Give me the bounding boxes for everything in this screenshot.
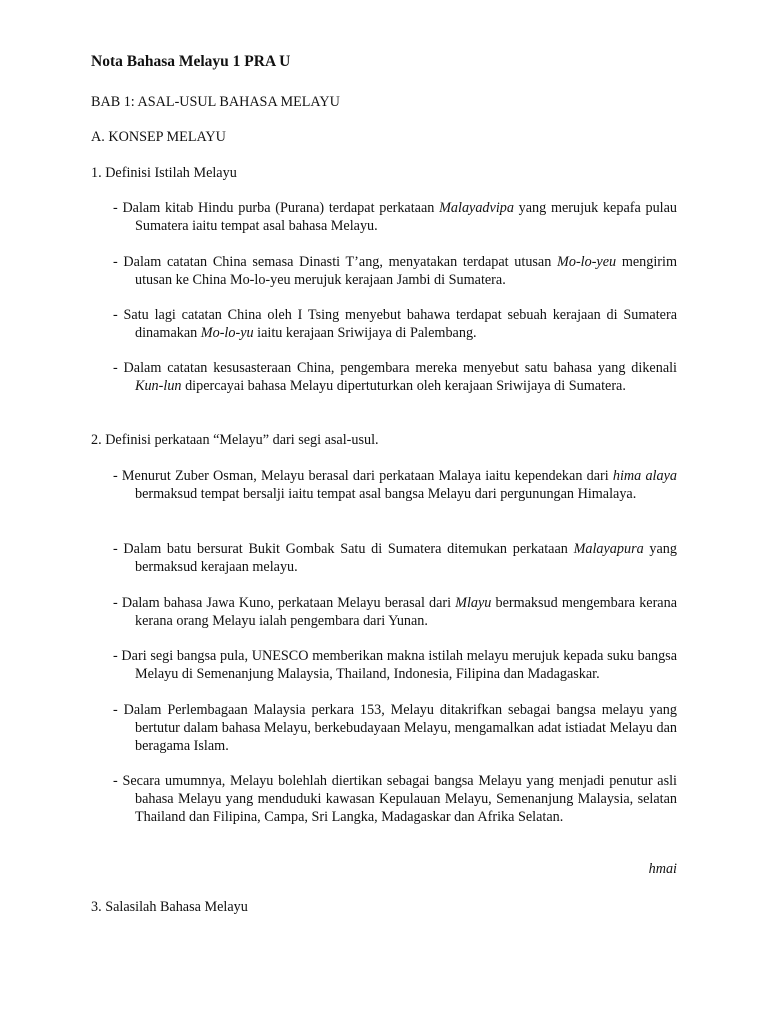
section-heading: A. KONSEP MELAYU (91, 129, 226, 145)
list-item: - Dalam Perlembagaan Malaysia perkara 153, Melayu ditakrifkan sebagai bangsa melayu yang bertutur dalam bahasa Melayu, berkebudayaan Melayu, mengamalkan adat istiadat Melayu dan beragama Islam. (113, 702, 677, 754)
subsection-heading-2: 2. Definisi perkataan “Melayu” dari segi asal-usul. (91, 432, 379, 448)
list-item: - Menurut Zuber Osman, Melayu berasal dari perkataan Malaya iaitu kependekan dari hima alaya bermaksud tempat bersalji iaitu tempat asal bangsa Melayu dari pergunungan Himalaya. (113, 468, 677, 502)
list-item: - Satu lagi catatan China oleh I Tsing menyebut bahawa terdapat sebuah kerajaan di Sumatera dinamakan Mo-lo-yu iaitu kerajaan Sriwijaya di Palembang. (113, 307, 677, 341)
list-item: - Dari segi bangsa pula, UNESCO memberikan makna istilah melayu merujuk kepada suku bangsa Melayu di Semenanjung Malaysia, Thailand, Indonesia, Filipina dan Madagaskar. (113, 648, 677, 682)
signature: hmai (648, 861, 677, 877)
list-item: - Dalam bahasa Jawa Kuno, perkataan Melayu berasal dari Mlayu bermaksud mengembara kerana kerana orang Melayu ialah pengembara dari Yunan. (113, 595, 677, 629)
subsection-heading-1: 1. Definisi Istilah Melayu (91, 165, 237, 181)
list-item: - Dalam catatan kesusasteraan China, pengembara mereka menyebut satu bahasa yang dikenali Kun-lun dipercayai bahasa Melayu dipertuturkan oleh kerajaan Sriwijaya di Sumatera. (113, 360, 677, 394)
list-item: - Dalam catatan China semasa Dinasti T’ang, menyatakan terdapat utusan Mo-lo-yeu mengirim utusan ke China Mo-lo-yeu merujuk kerajaan Jambi di Sumatera. (113, 254, 677, 288)
list-item: - Secara umumnya, Melayu bolehlah diertikan sebagai bangsa Melayu yang menjadi penutur asli bahasa Melayu yang menduduki kawasan Kepulauan Melayu, Semenanjung Malaysia, selatan Thailand dan Filipina, Campa, Sri Langka, Madagaskar dan Afrika Selatan. (113, 773, 677, 825)
document-title: Nota Bahasa Melayu 1 PRA U (91, 53, 291, 70)
chapter-heading: BAB 1: ASAL-USUL BAHASA MELAYU (91, 94, 340, 110)
subsection-heading-3: 3. Salasilah Bahasa Melayu (91, 899, 248, 915)
list-item: - Dalam batu bersurat Bukit Gombak Satu di Sumatera ditemukan perkataan Malayapura yang bermaksud kerajaan melayu. (113, 541, 677, 575)
list-item: - Dalam kitab Hindu purba (Purana) terdapat perkataan Malayadvipa yang merujuk kepafa pulau Sumatera iaitu tempat asal bahasa Melayu. (113, 200, 677, 234)
